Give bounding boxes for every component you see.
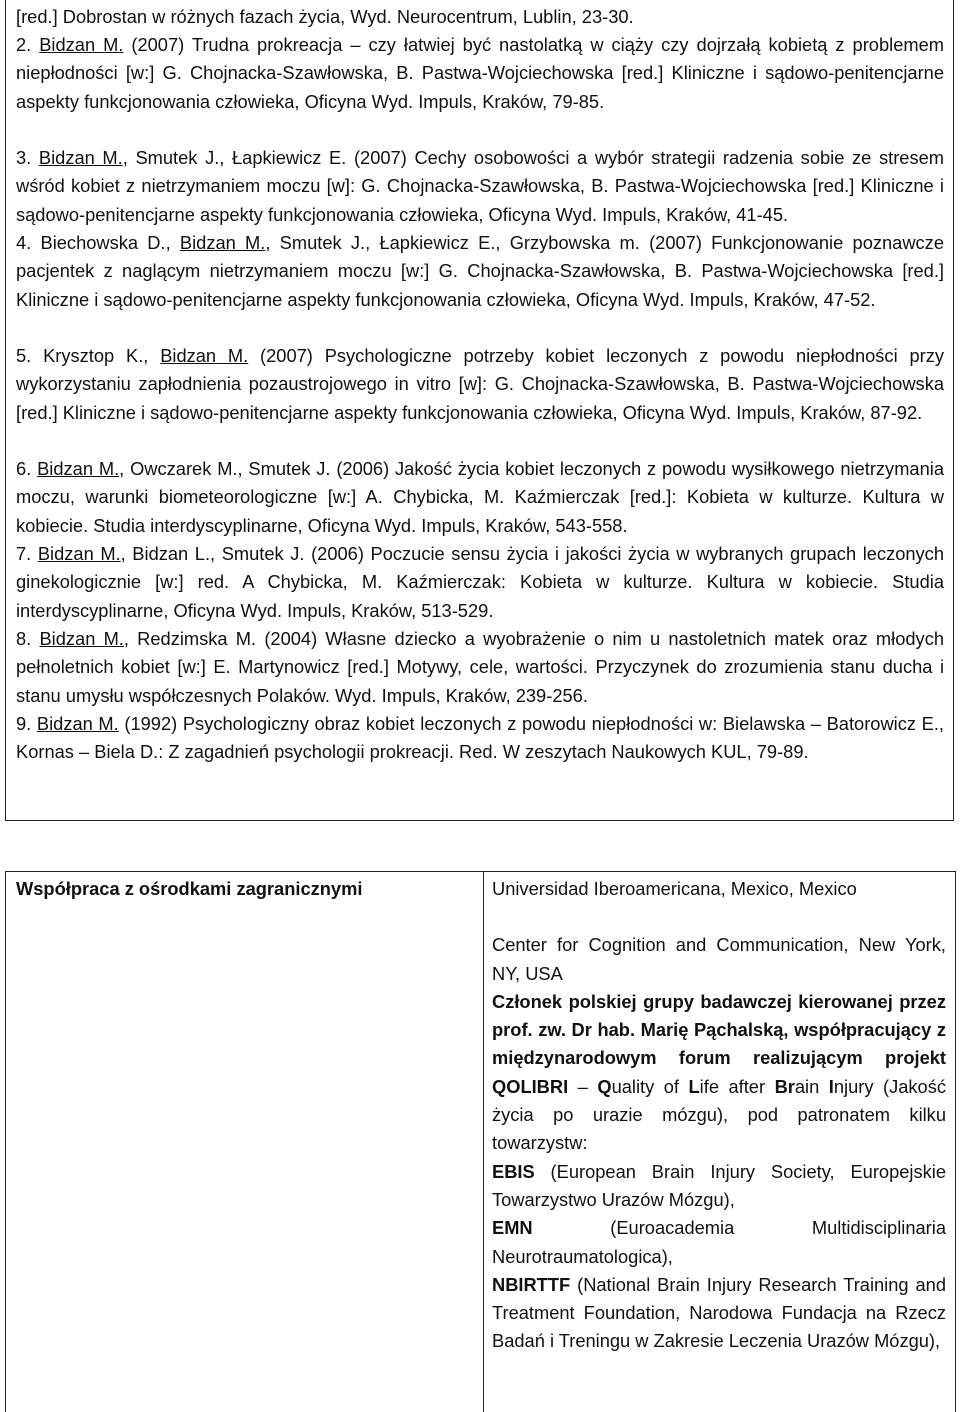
- item-text: (1992) Psychologiczny obraz kobiet leczonych z powodu niepłodności w: Bielawska – Batorowicz E., Kornas – Biela D.: Z zagadnień psychologii prokreacji. Red. W zeszytach Naukowych KUL, 79-89.: [16, 713, 944, 763]
- emn-desc: (Euroacademia Multidisciplinaria Neurotraumatologica),: [492, 1217, 946, 1267]
- text-fragment: ife after: [699, 1075, 775, 1097]
- text-fragment: njury (Jakość życia po urazie mózgu), pod patronatem kilku towarzystw:: [492, 1075, 946, 1154]
- item-number: 5.: [16, 345, 44, 366]
- publication-item-8: [16, 625, 944, 710]
- emn-entry: [492, 1214, 946, 1271]
- item-text: , Smutek J., Łapkiewicz E. (2007) Cechy osobowości a wybór strategii radzenia sobie ze stresem wśród kobiet z nietrzymaniem moczu [w]: G. Chojnacka-Szawłowska, B. Pastwa-Wojciechowska [red.] Kliniczne i sądowo-penitencjarne aspekty funkcjonowania człowieka, Oficyna Wyd. Impuls, Kraków, 41-45.: [16, 147, 944, 225]
- institution-2: Center for Cognition and Communication, New York, NY, USA: [492, 934, 946, 984]
- publication-item-2: [16, 31, 944, 116]
- emn-abbr: EMN: [492, 1217, 533, 1239]
- author-link[interactable]: Bidzan M.: [36, 713, 119, 734]
- text-fragment: uality of: [611, 1075, 689, 1097]
- item-number: 8.: [16, 628, 40, 649]
- item-number: 3.: [16, 147, 39, 168]
- ebis-abbr: EBIS: [492, 1160, 535, 1182]
- institution-1: Universidad Iberoamericana, Mexico, Mexico: [492, 878, 857, 899]
- author-link[interactable]: Bidzan M.: [179, 232, 266, 253]
- nbirttf-desc: (National Brain Injury Research Training and Treatment Foundation, Narodowa Fundacja na Rzecz Badań i Treningu w Zakresie Leczenia Urazów Mózgu),: [492, 1273, 946, 1352]
- item-number: 2.: [16, 34, 40, 55]
- item-pre: Krysztop K.,: [43, 345, 161, 366]
- item-number: 7.: [16, 543, 38, 564]
- item-number: 9.: [16, 713, 37, 734]
- qolibri-paragraph: [492, 988, 946, 1158]
- item-pre: Biechowska D.,: [40, 232, 180, 253]
- nbirttf-entry: [492, 1271, 946, 1356]
- author-link[interactable]: Bidzan M.: [37, 458, 120, 479]
- cooperation-content: [492, 875, 946, 1356]
- publication-item-4: [16, 229, 944, 314]
- item-number: 6.: [16, 458, 38, 479]
- author-link[interactable]: Bidzan M.: [38, 147, 123, 168]
- publication-item-3: [16, 144, 944, 229]
- acronym-letter: Br: [774, 1075, 795, 1097]
- item-text: (2007) Trudna prokreacja – czy łatwiej być nastolatką w ciąży czy dojrzałą kobietą z problemem niepłodności [w:] G. Chojnacka-Szawłowska, B. Pastwa-Wojciechowska [red.] Kliniczne i sądowo-penitencjarne aspekty funkcjonowania człowieka, Oficyna Wyd. Impuls, Kraków, 79-85.: [16, 34, 944, 112]
- item-text: , Owczarek M., Smutek J. (2006) Jakość życia kobiet leczonych z powodu wysiłkowego nietrzymania moczu, warunki biometeorologiczne [w:] A. Chybicka, M. Kaźmierczak [red.]: Kobieta w kulturze. Kultura w kobiecie. Studia interdyscyplinarne, Oficyna Wyd. Impuls, Kraków, 543-558.: [16, 458, 944, 536]
- item-text: (2007) Psychologiczne potrzeby kobiet leczonych z powodu niepłodności przy wykorzystaniu zapłodnienia pozaustrojowego in vitro [w]: G. Chojnacka-Szawłowska, B. Pastwa-Wojciechowska [red.] Kliniczne i sądowo-penitencjarne aspekty funkcjonowania człowieka, Oficyna Wyd. Impuls, Kraków, 87-92.: [16, 345, 944, 423]
- item-text: , Smutek J., Łapkiewicz E., Grzybowska m. (2007) Funkcjonowanie poznawcze pacjentek z naglącym nietrzymaniem moczu [w:] G. Chojnacka-Szawłowska, B. Pastwa-Wojciechowska [red.] Kliniczne i sądowo-penitencjarne aspekty funkcjonowania człowieka, Oficyna Wyd. Impuls, Kraków, 47-52.: [16, 232, 944, 310]
- cooperation-label: Współpraca z ośrodkami zagranicznymi: [16, 878, 363, 899]
- acronym-letter: Q: [597, 1075, 612, 1097]
- item-number: 4.: [16, 232, 41, 253]
- author-link[interactable]: Bidzan M.: [160, 345, 249, 366]
- publication-item-5: [16, 342, 944, 427]
- acronym-letter: L: [688, 1075, 700, 1097]
- publication-intro-text: [red.] Dobrostan w różnych fazach życia, Wyd. Neurocentrum, Lublin, 23-30.: [16, 6, 634, 27]
- item-text: , Bidzan L., Smutek J. (2006) Poczucie sensu życia i jakości życia w wybranych grupach leczonych ginekologicznie [w:] red. A Chybicka, M. Kaźmierczak: Kobieta w kulturze. Kultura w kobiecie. Studia interdyscyplinarne, Oficyna Wyd. Impuls, Kraków, 513-529.: [16, 543, 944, 621]
- spacer: [492, 903, 946, 931]
- publication-item-6: [16, 455, 944, 540]
- publication-item-9: [16, 710, 944, 767]
- acronym-letter: I: [828, 1075, 834, 1097]
- nbirttf-abbr: NBIRTTF: [492, 1273, 571, 1295]
- text-fragment: ain: [794, 1075, 829, 1097]
- dash: –: [568, 1075, 598, 1097]
- ebis-desc: (European Brain Injury Society, Europejskie Towarzystwo Urazów Mózgu),: [492, 1160, 946, 1210]
- ebis-entry: [492, 1158, 946, 1215]
- author-link[interactable]: Bidzan M.: [39, 628, 124, 649]
- author-link[interactable]: Bidzan M.: [37, 543, 121, 564]
- cooperation-table: [5, 871, 956, 1412]
- column-divider: [483, 872, 484, 1412]
- publication-intro: [16, 3, 944, 31]
- member-text: Członek polskiej grupy badawczej kierowanej przez prof. zw. Dr hab. Marię Pąchalską, współpracujący z międzynarodowym forum realizującym projekt QOLIBRI: [492, 990, 946, 1097]
- author-link[interactable]: Bidzan M.: [39, 34, 124, 55]
- publication-item-7: [16, 540, 944, 625]
- item-text: , Redzimska M. (2004) Własne dziecko a wyobrażenie o nim u nastoletnich matek oraz młodych pełnoletnich kobiet [w:] E. Martynowicz [red.] Motywy, cele, wartości. Przyczynek do zrozumienia stanu ducha i stanu umysłu współczesnych Polaków. Wyd. Impuls, Kraków, 239-256.: [16, 628, 944, 706]
